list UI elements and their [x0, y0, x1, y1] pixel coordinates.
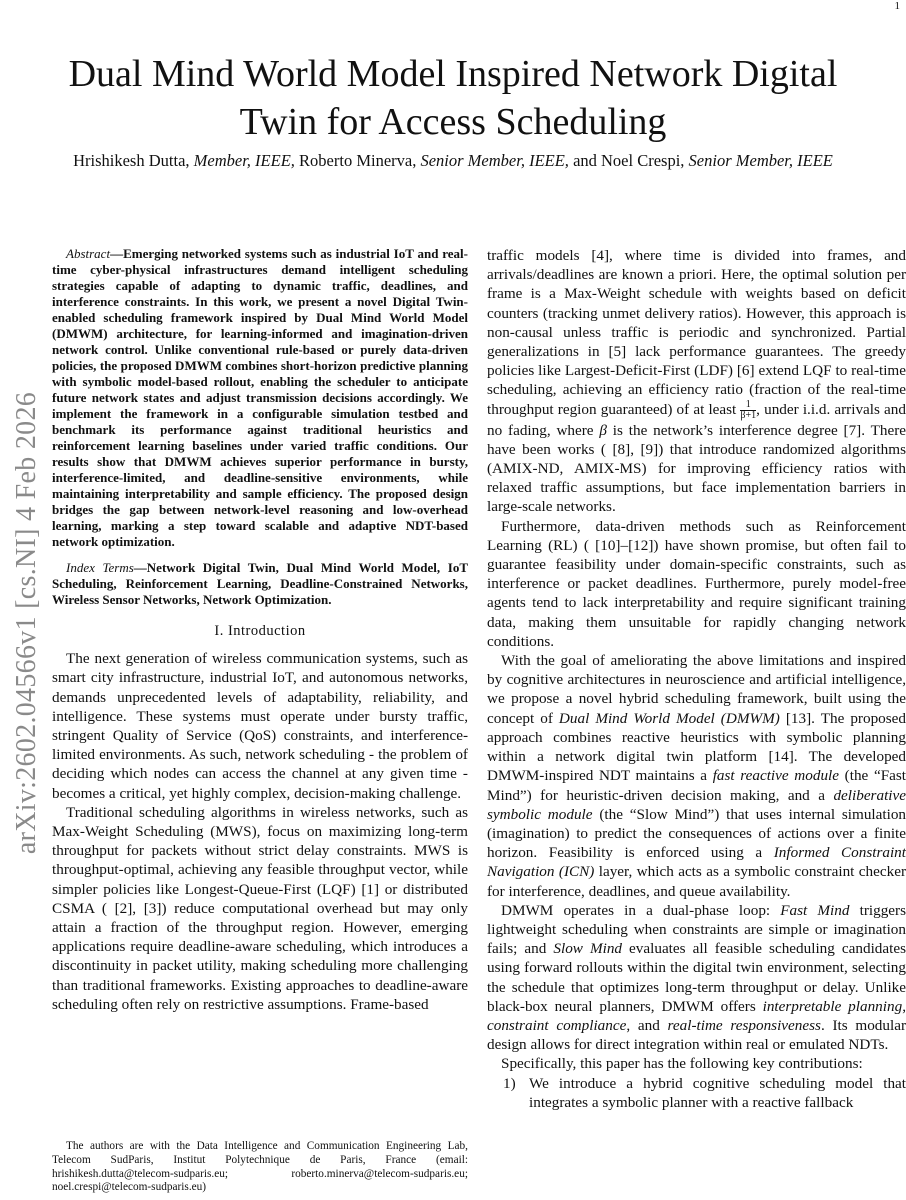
p4-text-4: ,	[902, 997, 906, 1015]
fraction	[740, 400, 756, 421]
intro-paragraph-1: The next generation of wireless communication systems, such as smart city infrastructure, industrial IoT, and autonomous networks, demands unprecedented levels of adaptability, reliability, and intelligence. These systems must operate under bursty traffic, stringent Quality of Service (QoS) constraints, and interference-limited environments. As such, network scheduling - the problem of deciding which nodes can access the channel at any given time - becomes a critical, yet highly complex, decision-making challenge.	[52, 650, 468, 802]
abstract	[52, 246, 468, 550]
right-paragraph-4	[487, 901, 906, 1055]
author-1: Hrishikesh Dutta,	[73, 151, 194, 170]
right-paragraph-5: Specifically, this paper has the following key contributions:	[501, 1055, 863, 1073]
author-3: and Noel Crespi,	[568, 151, 689, 170]
paper-title: Dual Mind World Model Inspired Network Digital Twin for Access Scheduling	[68, 53, 838, 143]
right-p1-part-c: is the network’s interference degree [7]. There have been works ( [8], [9]) that introduce randomized algorithms (AMIX-ND, AMIX-MS) for improving efficiency ratios with relaxed traffic assumptions, but face implementation barriers in large-scale networks.	[487, 421, 906, 516]
p4-italic-3: interpretable planning	[762, 997, 903, 1015]
index-terms-text: —Network Digital Twin, Dual Mind World Model, IoT Scheduling, Reinforcement Learning, Deadline-Constrained Networks, Wireless Sensor Networks, Network Optimization.	[52, 560, 468, 607]
footnote-text: The authors are with the Data Intelligence and Communication Engineering Lab, Telecom SudParis, Institut Polytechnique de Paris, France (email: hrishikesh.dutta@telecom-sudparis.eu; roberto.minerva@telecom-sudparis.eu; noel.crespi@telecom-sudparis.eu)	[52, 1140, 468, 1194]
right-column	[487, 246, 906, 1112]
p3-italic-1: Dual Mind World Model (DMWM)	[558, 709, 780, 727]
author-1-role: Member, IEEE,	[193, 151, 295, 170]
p3-text-5: layer, which acts as a symbolic constraint checker for interference, deadlines, and queue availability.	[487, 863, 906, 900]
p3-text-2: [13]. The proposed approach combines reactive heuristics with symbolic planning within a network digital twin platform [14]. The developed DMWM-inspired NDT maintains a	[487, 709, 906, 785]
p4-italic-5: real-time responsiveness	[667, 1016, 821, 1034]
right-paragraph-2: Furthermore, data-driven methods such as Reinforcement Learning (RL) ( [10]–[12]) have shown promise, but often fail to guarantee feasibility under domain-specific constraints, such as interference or packet deadlines. Furthermore, purely model-free agents tend to lack interpretability and require significant training data, making them unsuitable for rapidly changing network conditions.	[487, 517, 906, 650]
p3-text-3: (the “Fast Mind”) for heuristic-driven decision making, and a	[487, 767, 906, 804]
author-3-role: Senior Member, IEEE	[688, 151, 833, 170]
page-number: 1	[894, 0, 900, 12]
left-column	[52, 246, 468, 1014]
right-paragraph-3	[487, 651, 906, 901]
p4-italic-4: constraint compliance	[487, 1016, 627, 1034]
author-2-role: Senior Member, IEEE,	[420, 151, 569, 170]
p4-text-3: evaluates all feasible scheduling candidates using forward rollouts within the digital twin environment, selecting the schedule that optimizes long-term throughput or delay. Unlike black-box neural planners, DMWM offers	[487, 940, 906, 1015]
contribution-item	[487, 1074, 906, 1112]
abstract-text: —Emerging networked systems such as industrial IoT and real-time cyber-physical infrastructures demand intelligent scheduling strategies capable of adapting to dynamic traffic, deadlines, and interference constraints. In this work, we present a novel Digital Twin-enabled scheduling framework inspired by Dual Mind World Model (DMWM) architecture, for learning-informed and imagination-driven network control. Unlike conventional rule-based or purely data-driven policies, the proposed DMWM combines short-horizon predictive planning with symbolic model-based rollout, enabling the scheduler to anticipate future network states and adjust transmission decisions accordingly. We implement the framework in a configurable simulation testbed and benchmark its performance against traditional heuristics and reinforcement learning baselines under varied traffic conditions. Our results show that DMWM achieves superior performance in bursty, interference-limited, and deadline-sensitive environments, while maintaining interpretability and sample efficiency. The proposed design bridges the gap between network-level reasoning and low-overhead learning, marking a step toward scalable and adaptive NDT-based network optimization.	[52, 246, 468, 549]
p3-text-1: With the goal of ameliorating the above limitations and inspired by cognitive architectures in neuroscience and artificial intelligence, we propose a novel hybrid scheduling framework, built using the concept of	[487, 652, 906, 727]
fraction-numerator: 1	[740, 400, 756, 411]
p4-italic-2: Slow Mind	[553, 940, 623, 958]
author-2: Roberto Minerva,	[294, 151, 421, 170]
author-line	[40, 151, 866, 171]
p3-italic-2: fast reactive module	[712, 767, 840, 785]
right-paragraph-1	[487, 246, 906, 517]
fraction-denominator: β+1	[740, 409, 757, 421]
index-terms	[52, 560, 468, 608]
index-terms-label: Index Terms	[66, 560, 134, 575]
intro-paragraph-2: Traditional scheduling algorithms in wireless networks, such as Max-Weight Scheduling (MWS), focus on maximizing long-term throughput for packets without strict delay constraints. MWS is throughput-optimal, achieving any feasible throughput vector, while simpler policies like Longest-Queue-First (LQF) [1] or distributed CSMA ( [2], [3]) reduce computational overhead but may only attain a fraction of the throughput region. However, emerging applications require deadline-aware scheduling, which introduces a discontinuity in packet utility, making scheduling more challenging than traditional frameworks. Existing approaches to deadline-aware scheduling often rely on restrictive assumptions. Frame-based	[52, 803, 468, 1013]
p4-text-1: DMWM operates in a dual-phase loop:	[501, 901, 781, 919]
p4-text-6: . Its modular design allows for direct integration within real or emulated NDTs.	[487, 1016, 906, 1054]
right-p1-part-a: traffic models [4], where time is divided into frames, and arrivals/deadlines are known a priori. Here, the optimal solution per frame is a Max-Weight schedule with weights based on deficit counters (tracking unmet delivery ratios). However, this approach is non-causal unless traffic is periodic and synchronized. Partial generalizations in [5] lack performance guarantees. The greedy policies like Largest-Deficit-First (LDF) [6] extend LQF to real-time scheduling, achieving an efficiency ratio (fraction of the real-time throughput region guaranteed) of at least	[487, 247, 906, 418]
contribution-number: 1)	[503, 1074, 516, 1092]
beta-symbol: β	[599, 421, 607, 439]
right-p1-part-b: , under i.i.d. arrivals and no fading, where	[487, 400, 906, 439]
p3-text-4: (the “Slow Mind”) that uses internal simulation (imagination) to predict the consequences of actions over a finite horizon. Feasibility is enforced using a	[487, 805, 906, 862]
section-heading-introduction: I. Introduction	[214, 623, 306, 639]
abstract-label: Abstract	[66, 246, 111, 261]
arxiv-stamp: arXiv:2602.04566v1 [cs.NI] 4 Feb 2026	[11, 391, 42, 855]
footnote	[52, 1140, 468, 1195]
contribution-text: We introduce a hybrid cognitive scheduling model that integrates a symbolic planner with a reactive fallback	[529, 1074, 906, 1111]
p3-italic-3: deliberative symbolic module	[487, 786, 906, 823]
p4-text-2: triggers lightweight scheduling when constraints are simple or imagination fails; and	[487, 901, 906, 958]
p4-text-5: , and	[626, 1016, 668, 1034]
p3-italic-4: Informed Constraint Navigation (ICN)	[487, 844, 906, 881]
p4-italic-1: Fast Mind	[780, 901, 850, 919]
